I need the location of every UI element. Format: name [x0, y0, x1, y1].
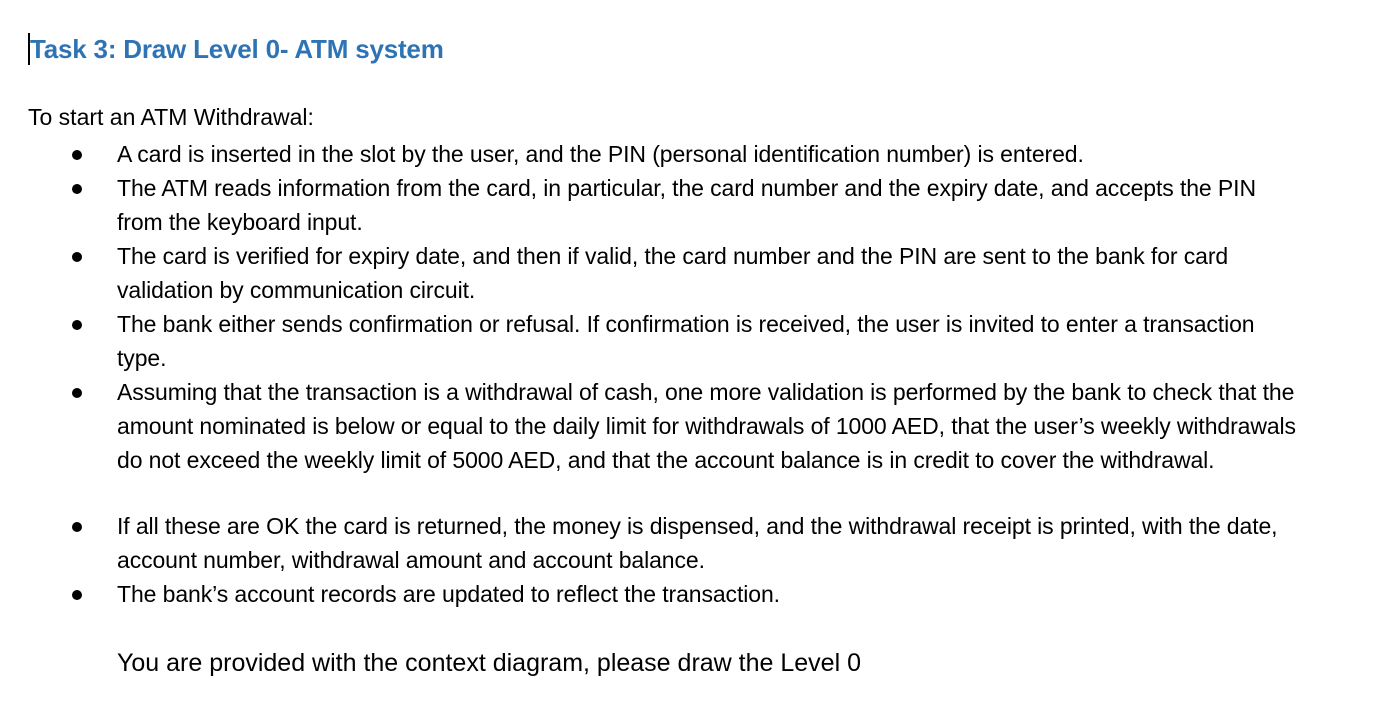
- bullet-icon: [72, 150, 82, 160]
- intro-text: To start an ATM Withdrawal:: [28, 104, 314, 130]
- bullet-text: If all these are OK the card is returned, the money is dispensed, and the withdrawal receipt is printed, with the date, account number, withdrawal amount and account balance.: [117, 513, 1278, 573]
- bullet-icon: [72, 590, 82, 600]
- bullet-text: Assuming that the transaction is a withdrawal of cash, one more validation is performed by the bank to check that the amount nominated is below or equal to the daily limit for withdrawals of 1000 AED, that the user’s weekly withdrawals do not exceed the weekly limit of 5000 AED, and that the account balance is in credit to cover the withdrawal.: [117, 379, 1296, 473]
- bullet-text: The ATM reads information from the card, in particular, the card number and the expiry date, and accepts the PIN from the keyboard input.: [117, 175, 1256, 235]
- bullet-icon: [72, 522, 82, 532]
- bullet-icon: [72, 320, 82, 330]
- bullet-text: The bank’s account records are updated to reflect the transaction.: [117, 581, 780, 607]
- bullet-icon: [72, 252, 82, 262]
- bullet-icon: [72, 184, 82, 194]
- bullet-text: The card is verified for expiry date, and then if valid, the card number and the PIN are sent to the bank for card validation by communication circuit.: [117, 243, 1229, 303]
- task-heading: Task 3: Draw Level 0- ATM system: [30, 34, 444, 64]
- closing-instruction: You are provided with the context diagram, please draw the Level 0: [117, 649, 861, 677]
- bullet-icon: [72, 388, 82, 398]
- bullet-text: The bank either sends confirmation or refusal. If confirmation is received, the user is invited to enter a transaction type.: [117, 311, 1255, 371]
- bullet-text: A card is inserted in the slot by the user, and the PIN (personal identification number) is entered.: [117, 141, 1084, 167]
